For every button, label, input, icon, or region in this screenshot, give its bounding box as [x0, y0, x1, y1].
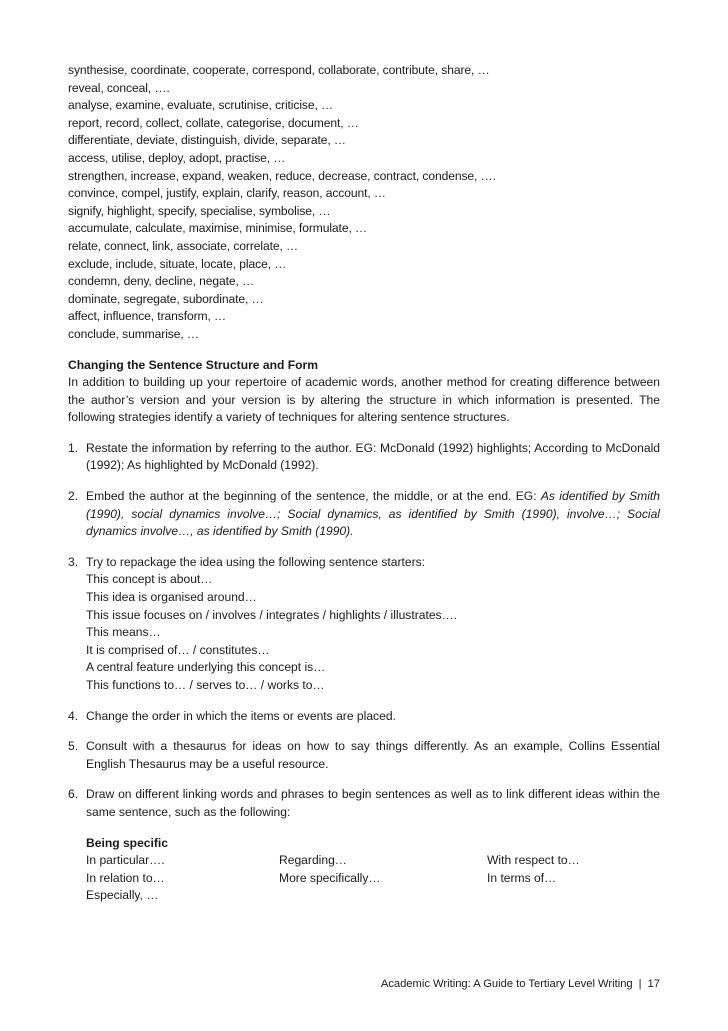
- phrase-group-heading: Being specific: [86, 835, 168, 850]
- item-number: 1.: [68, 440, 79, 455]
- verb-list-line: differentiate, deviate, distinguish, divide, separate, …: [68, 133, 346, 148]
- section-intro: In addition to building up your repertoire of academic words, another method for creating difference between the author’s version and your version is by altering the structure in which information is presented. The following strategies identify a variety of techniques for altering sentence structures.: [68, 375, 660, 425]
- linking-phrase: Especially, …: [86, 888, 159, 903]
- item-number: 6.: [68, 787, 79, 802]
- footer-title: Academic Writing: A Guide to Tertiary Level Writing: [380, 978, 633, 990]
- verb-list: [68, 62, 660, 344]
- verb-list-line: synthesise, coordinate, cooperate, correspond, collaborate, contribute, share, …: [68, 63, 490, 77]
- page-number: 17: [647, 978, 660, 990]
- verb-list-line: condemn, deny, decline, negate, …: [68, 274, 255, 289]
- phrase-row: [86, 870, 660, 888]
- strategy-item: [68, 708, 660, 726]
- footer-separator: |: [638, 978, 642, 990]
- linking-phrase: More specifically…: [279, 870, 381, 885]
- sentence-starter: This functions to… / serves to… / works to…: [86, 678, 325, 692]
- sentence-starter: This issue focuses on / involves / integrates / highlights / illustrates….: [86, 607, 458, 622]
- verb-list-line: analyse, examine, evaluate, scrutinise, criticise, …: [68, 98, 334, 113]
- item-text: Consult with a thesaurus for ideas on how to say things differently. As an example, Collins Essential English Thesaurus may be a useful resource.: [86, 739, 660, 771]
- sentence-starter: This idea is organised around…: [86, 590, 257, 605]
- verb-list-line: accumulate, calculate, maximise, minimise, formulate, …: [68, 221, 367, 236]
- item-number: 5.: [68, 739, 79, 754]
- item-number: 2.: [68, 489, 79, 504]
- verb-list-line: strengthen, increase, expand, weaken, reduce, decrease, contract, condense, ….: [68, 168, 496, 183]
- verb-list-line: dominate, segregate, subordinate, …: [68, 291, 264, 306]
- item-text: Change the order in which the items or events are placed.: [86, 708, 396, 723]
- linking-phrase: [487, 887, 660, 905]
- strategy-item: [68, 440, 660, 475]
- linking-phrase: In particular….: [86, 853, 165, 868]
- phrase-row: [86, 887, 660, 905]
- verb-list-line: signify, highlight, specify, specialise, symbolise, …: [68, 203, 331, 218]
- sentence-starter: This means…: [86, 625, 161, 640]
- verb-list-line: access, utilise, deploy, adopt, practise, …: [68, 150, 286, 165]
- strategy-item: [68, 738, 660, 773]
- linking-phrase: With respect to…: [487, 853, 580, 868]
- item-number: 3.: [68, 554, 79, 569]
- page-footer: [381, 978, 660, 990]
- phrase-row: [86, 852, 660, 870]
- section-heading: Changing the Sentence Structure and Form: [68, 357, 318, 372]
- linking-phrase: Regarding…: [279, 853, 347, 868]
- item-text: [86, 488, 660, 541]
- linking-phrase: In terms of…: [487, 870, 557, 885]
- sentence-starter: This concept is about…: [86, 572, 213, 587]
- item-number: 4.: [68, 708, 79, 723]
- sentence-starter: A central feature underlying this concept is…: [86, 660, 326, 675]
- sentence-starter: It is comprised of… / constitutes…: [86, 642, 270, 657]
- verb-list-line: reveal, conceal, ….: [68, 80, 170, 95]
- verb-list-line: report, record, collect, collate, categorise, document, …: [68, 115, 359, 130]
- strategy-item: [68, 488, 660, 541]
- page-content: [68, 62, 660, 905]
- item-text: Try to repackage the idea using the following sentence starters:: [86, 554, 426, 569]
- item-text-plain: Embed the author at the beginning of the sentence, the middle, or at the end. EG:: [86, 489, 541, 504]
- item-text-example: As identified by Smith (1990), social dynamics involve…; Social dynamics, as identified by Smith (1990), involve…; Social dynamics involve…, as identified by Smith (1990).: [86, 489, 660, 539]
- verb-list-line: relate, connect, link, associate, correlate, …: [68, 238, 298, 253]
- verb-list-line: convince, compel, justify, explain, clarify, reason, account, …: [68, 186, 386, 201]
- verb-list-line: conclude, summarise, …: [68, 326, 199, 341]
- strategy-item: [68, 554, 660, 695]
- verb-list-line: exclude, include, situate, locate, place, …: [68, 256, 287, 271]
- item-text: Restate the information by referring to the author. EG: McDonald (1992) highlights; According to McDonald (1992); As highlighted by McDonald (1992).: [86, 440, 660, 473]
- linking-phrase: [279, 887, 487, 905]
- verb-list-line: affect, influence, transform, …: [68, 309, 226, 324]
- item-text: Draw on different linking words and phrases to begin sentences as well as to link different ideas within the same sentence, such as the following:: [86, 787, 660, 819]
- linking-phrase: In relation to…: [86, 870, 165, 885]
- strategy-item: [68, 786, 660, 905]
